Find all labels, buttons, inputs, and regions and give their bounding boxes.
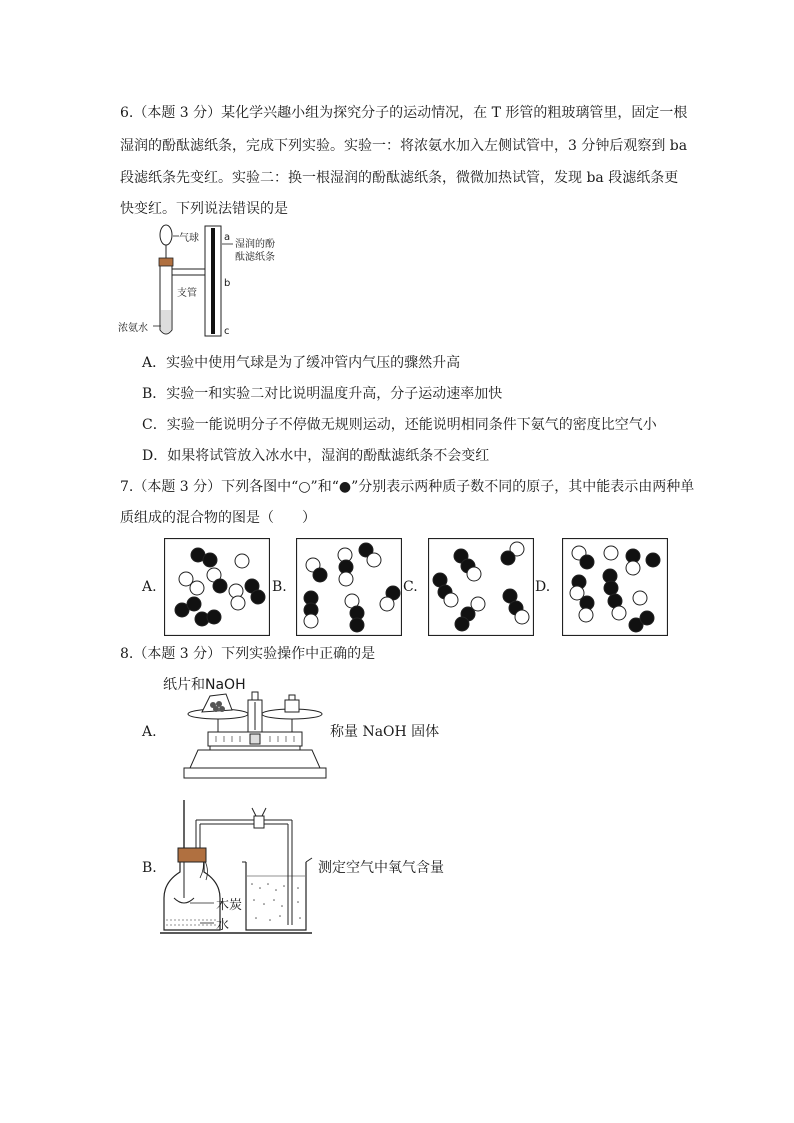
q7-label-c: C. — [403, 579, 418, 595]
balance-figure — [180, 690, 330, 790]
balloon-label: 气球 — [179, 233, 199, 244]
side-tube-label: 支管 — [177, 288, 197, 299]
q6-option-d: D．如果将试管放入冰水中，湿润的酚酞滤纸条不会变红 — [142, 448, 490, 464]
ammonia-label: 浓氨水 — [118, 323, 148, 334]
q6-line1: 6.（本题 3 分）某化学兴趣小组为探究分子的运动情况，在 T 形管的粗玻璃管里，固定一根 — [120, 105, 688, 121]
point-a-label: a — [224, 232, 231, 243]
point-c-label: c — [224, 326, 230, 337]
q7-label-a: A. — [142, 579, 157, 595]
q6-option-b: B．实验一和实验二对比说明温度升高，分子运动速率加快 — [142, 386, 503, 402]
q7-box-b — [296, 538, 402, 636]
water-label: 水 — [216, 918, 230, 933]
q7-box-a — [164, 538, 270, 636]
q8-line1: 8.（本题 3 分）下列实验操作中正确的是 — [120, 646, 376, 662]
q7-line2: 质组成的混合物的图是（ ） — [120, 510, 316, 526]
q7-line1: 7.（本题 3 分）下列各图中“○”和“●”分别表示两种质子数不同的原子，其中能表示由两种单 — [120, 479, 695, 495]
q6-option-c: C．实验一能说明分子不停做无规则运动，还能说明相同条件下氨气的密度比空气小 — [142, 417, 657, 433]
q8-option-a-label: A. — [142, 724, 157, 740]
t-tube-figure — [115, 222, 315, 340]
q8-option-b-caption: 测定空气中氧气含量 — [318, 860, 444, 876]
point-b-label: b — [224, 278, 231, 289]
filter-paper-label: 湿润的酚 酞滤纸条 — [235, 239, 275, 263]
q7-label-b: B. — [272, 579, 287, 595]
q6-line2: 湿润的酚酞滤纸条，完成下列实验。实验一：将浓氨水加入左侧试管中，3 分钟后观察到 ba — [120, 138, 688, 154]
q7-box-c — [428, 538, 534, 636]
q8-option-a-caption: 称量 NaOH 固体 — [330, 724, 440, 740]
q8-option-a-top-label: 纸片和NaOH — [163, 677, 246, 693]
q7-label-d: D. — [535, 579, 551, 595]
q8-option-b-label: B. — [142, 860, 157, 876]
q6-option-a: A．实验中使用气球是为了缓冲管内气压的骤然升高 — [142, 355, 461, 371]
q6-line4: 快变红。下列说法错误的是 — [120, 201, 288, 217]
q7-box-d — [562, 538, 668, 636]
oxygen-apparatus-figure — [160, 800, 320, 935]
charcoal-label: 木炭 — [216, 898, 243, 913]
q6-line3: 段滤纸条先变红。实验二：换一根湿润的酚酞滤纸条，微微加热试管，发现 ba 段滤纸条更 — [120, 170, 679, 186]
